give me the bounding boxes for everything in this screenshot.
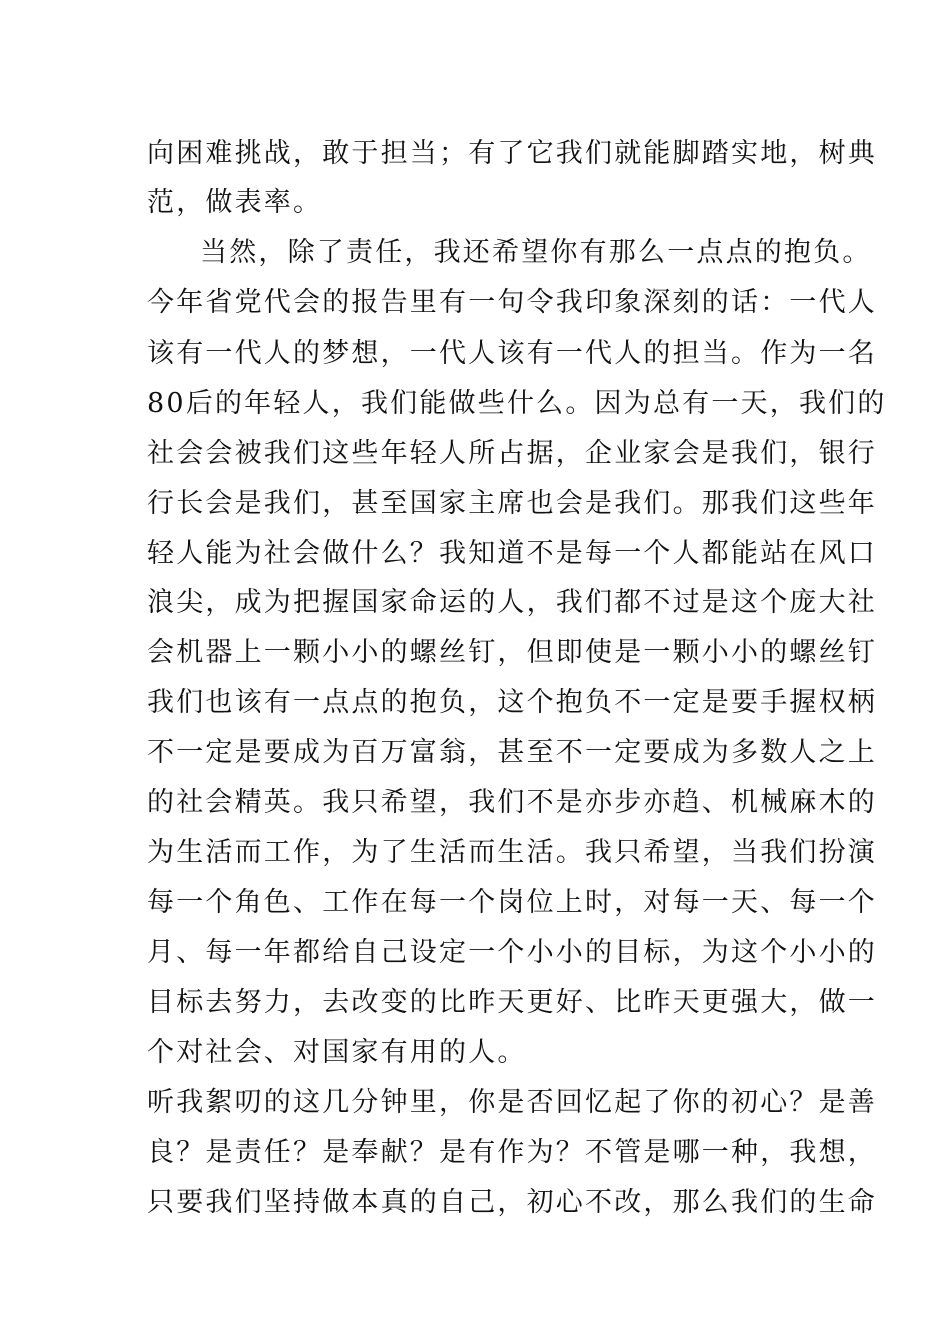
text-line: 只要我们坚持做本真的自己，初心不改，那么我们的生命: [147, 1187, 877, 1218]
text-line: 月、每一年都给自己设定一个小小的目标，为这个小小的: [147, 937, 877, 968]
text-line: 良？是责任？是奉献？是有作为？不管是哪一种，我想，: [147, 1137, 877, 1168]
text-line: 听我絮叨的这几分钟里，你是否回忆起了你的初心？是善: [147, 1087, 877, 1118]
text-line: 我们也该有一点点的抱负，这个抱负不一定是要手握权柄: [147, 687, 877, 718]
text-line: 行长会是我们，甚至国家主席也会是我们。那我们这些年: [147, 488, 877, 519]
text-line: 个对社会、对国家有用的人。: [147, 1037, 527, 1068]
text-line: 每一个角色、工作在每一个岗位上时，对每一天、每一个: [147, 887, 877, 918]
text-line: 社会会被我们这些年轻人所占据，企业家会是我们，银行: [147, 438, 877, 469]
text-line: 会机器上一颗小小的螺丝钉，但即使是一颗小小的螺丝钉: [147, 637, 877, 668]
text-line: 浪尖，成为把握国家命运的人，我们都不过是这个庞大社: [147, 587, 877, 618]
text-line: 当然，除了责任，我还希望你有那么一点点的抱负。: [200, 237, 872, 268]
text-line: 今年省党代会的报告里有一句令我印象深刻的话：一代人: [147, 287, 877, 318]
text-line: 为生活而工作，为了生活而生活。我只希望，当我们扮演: [147, 837, 877, 868]
text-line: 目标去努力，去改变的比昨天更好、比昨天更强大，做一: [147, 987, 877, 1018]
text-line: 80后的年轻人，我们能做些什么。因为总有一天，我们的: [147, 388, 887, 419]
text-line: 该有一代人的梦想，一代人该有一代人的担当。作为一名: [147, 338, 877, 369]
text-line: 的社会精英。我只希望，我们不是亦步亦趋、机械麻木的: [147, 787, 877, 818]
text-line: 不一定是要成为百万富翁，甚至不一定要成为多数人之上: [147, 737, 877, 768]
text-line: 向困难挑战，敢于担当；有了它我们就能脚踏实地，树典: [147, 138, 877, 169]
text-line: 范，做表率。: [147, 187, 323, 218]
text-line: 轻人能为社会做什么？我知道不是每一个人都能站在风口: [147, 538, 877, 569]
